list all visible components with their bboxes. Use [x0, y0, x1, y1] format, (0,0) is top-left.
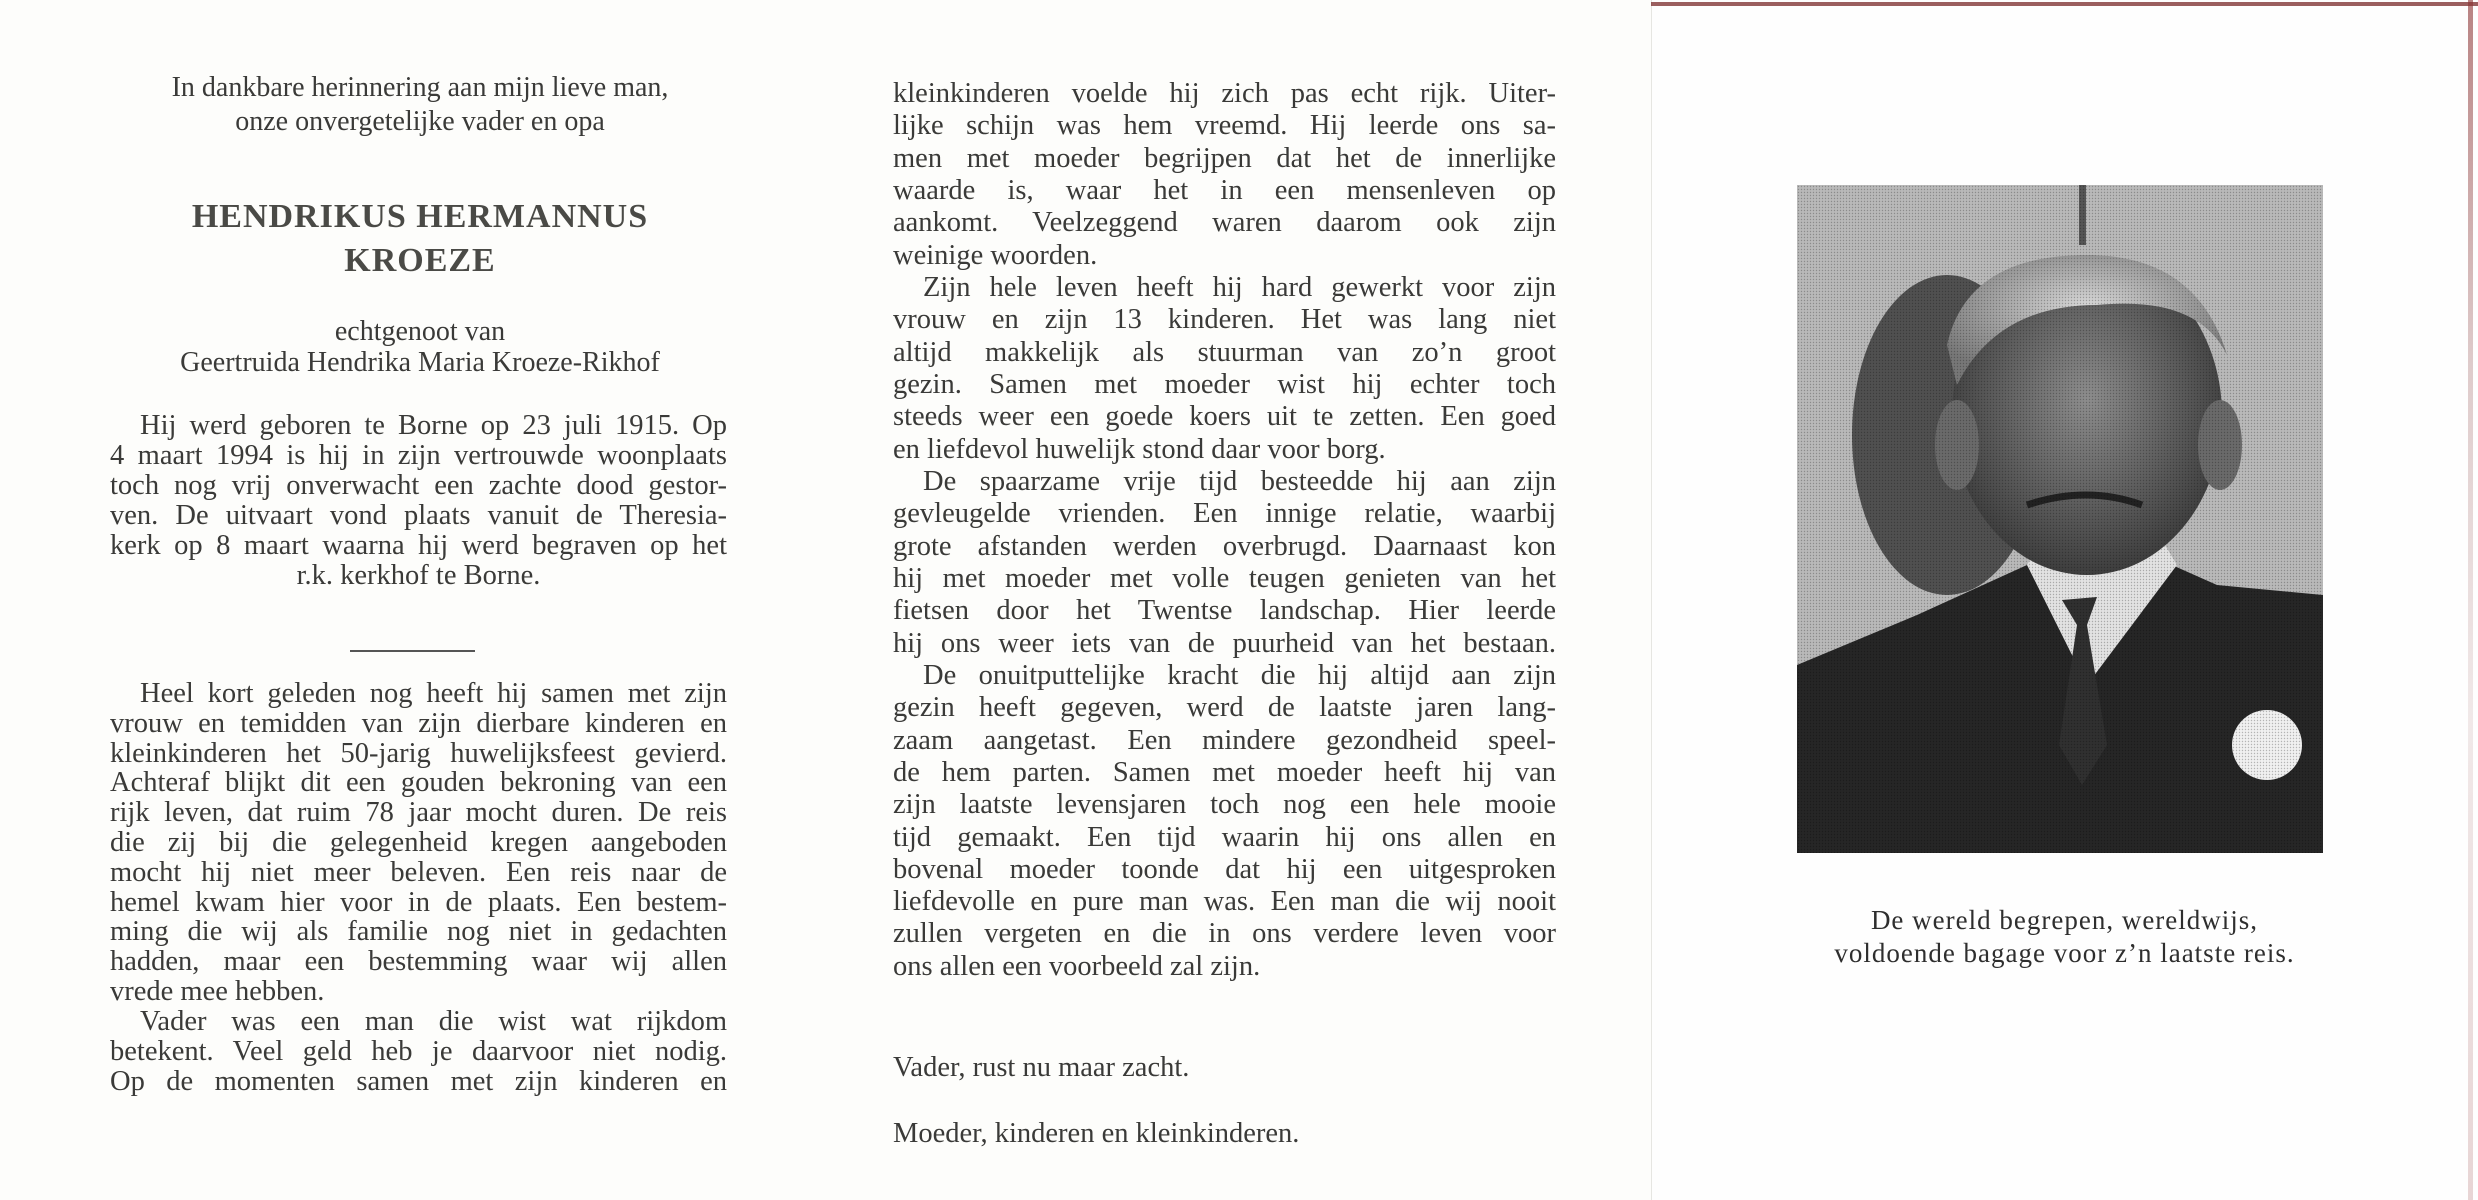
card-edge-top — [1651, 2, 2478, 6]
text-line: kleinkinderen voelde hij zich pas echt rijk. Uiter- — [893, 78, 1556, 109]
deceased-name-line-2: KROEZE — [344, 242, 496, 279]
text-line: hemel kwam hier voor in de plaats. Een bestem- — [110, 886, 727, 918]
text-line: r.k. kerkhof te Borne. — [296, 560, 541, 591]
text-line: gezin heeft gegeven, werd de laatste jaren lang- — [893, 692, 1556, 724]
text-line: Hij werd geboren te Borne op 23 juli 1915. Op — [140, 410, 727, 441]
text-line: men met moeder begrijpen dat het de innerlijke — [893, 142, 1556, 174]
text-line: ven. De uitvaart vond plaats vanuit de Theresia- — [110, 500, 727, 531]
left-panel — [0, 0, 840, 1200]
spouse-label: echtgenoot van — [334, 316, 506, 347]
spouse-name: Geertruida Hendrika Maria Kroeze-Rikhof — [180, 347, 660, 378]
portrait-photo — [1797, 185, 2323, 853]
divider — [350, 650, 475, 652]
caption-line-2: voldoende bagage voor z’n laatste reis. — [1834, 938, 2295, 968]
text-line: de hem parten. Samen met moeder heeft hij van — [893, 756, 1556, 788]
text-line: hij ons weer iets van de puurheid van het bestaan. — [893, 627, 1556, 659]
card-edge-right — [2468, 0, 2473, 1200]
text-line: betekent. Veel geld heb je daarvoor niet nodig. — [110, 1035, 727, 1067]
text-line: vrede mee hebben. — [110, 976, 325, 1007]
text-line: gezin. Samen met moeder wist hij echter toch — [893, 368, 1556, 400]
signature-line: Moeder, kinderen en kleinkinderen. — [893, 1118, 1300, 1149]
text-line: vrouw en zijn 13 kinderen. Het was lang niet — [893, 304, 1556, 336]
text-line: Vader was een man die wist wat rijkdom — [140, 1006, 727, 1037]
text-line: Op de momenten samen met zijn kinderen en — [110, 1065, 727, 1097]
text-line: altijd makkelijk als stuurman van zo’n groot — [893, 336, 1556, 368]
text-line: rijk leven, dat ruim 78 jaar mocht duren. De reis — [110, 797, 727, 829]
text-line: die zij bij die gelegenheid kregen aangeboden — [110, 827, 727, 858]
text-line: De spaarzame vrije tijd besteedde hij aan zijn — [923, 466, 1556, 497]
text-line: tijd gemaakt. Een tijd waarin hij ons allen en — [893, 821, 1556, 853]
text-line: toch nog vrij onverwacht een zachte dood gestor- — [110, 470, 727, 501]
text-line: fietsen door het Twentse landschap. Hier leerde — [893, 595, 1556, 627]
text-line: ons allen een voorbeeld zal zijn. — [893, 950, 1261, 982]
text-line: zijn laatste levensjaren toch nog een hele mooie — [893, 789, 1556, 821]
caption-line-1: De wereld begrepen, wereldwijs, — [1870, 905, 2259, 935]
deceased-name-line-1: HENDRIKUS HERMANNUS — [191, 198, 649, 235]
text-line: Heel kort geleden nog heeft hij samen met zijn — [140, 678, 727, 709]
text-line: De onuitputtelijke kracht die hij altijd aan zijn — [923, 660, 1556, 691]
text-line: bovenal moeder toonde dat hij een uitgesproken — [893, 853, 1556, 885]
text-line: aankomt. Veelzeggend waren daarom ook zijn — [893, 207, 1556, 239]
text-line: vrouw en temidden van zijn dierbare kinderen en — [110, 707, 727, 739]
text-line: kerk op 8 maart waarna hij werd begraven op het — [110, 530, 727, 561]
text-line: grote afstanden werden overbrugd. Daarnaast kon — [893, 530, 1556, 562]
text-line: hadden, maar een bestemming waar wij allen — [110, 946, 727, 978]
text-line: kleinkinderen het 50-jarig huwelijksfeest gevierd. — [110, 737, 727, 769]
text-line: mocht hij niet meer beleven. Een reis naar de — [110, 856, 727, 888]
text-line: 4 maart 1994 is hij in zijn vertrouwde woonplaats — [110, 440, 727, 471]
text-line: waarde is, waar het in een mensenleven op — [893, 174, 1556, 206]
dedication-line-1: In dankbare herinnering aan mijn lieve man, — [171, 72, 669, 103]
text-line: ming die wij als familie nog niet in gedachten — [110, 916, 727, 948]
farewell-line: Vader, rust nu maar zacht. — [893, 1052, 1190, 1083]
text-line: lijke schijn was hem vreemd. Hij leerde ons sa- — [893, 110, 1556, 142]
text-line: Achteraf blijkt dit een gouden bekroning van een — [110, 767, 727, 799]
text-line: steeds weer een goede koers uit te zetten. Een goed — [893, 401, 1556, 433]
text-line: zullen vergeten en die in ons verdere leven voor — [893, 918, 1556, 950]
text-line: zaam aangetast. Een mindere gezondheid speel- — [893, 724, 1556, 756]
text-line: weinige woorden. — [893, 239, 1098, 271]
text-line: en liefdevol huwelijk stond daar voor borg. — [893, 433, 1386, 465]
middle-panel — [840, 0, 1651, 1200]
text-line: Zijn hele leven heeft hij hard gewerkt voor zijn — [923, 272, 1556, 303]
text-line: gevleugelde vrienden. Een innige relatie, waarbij — [893, 498, 1556, 530]
text-line: liefdevolle en pure man was. Een man die wij nooit — [893, 886, 1556, 918]
dedication-line-2: onze onvergetelijke vader en opa — [235, 106, 605, 137]
text-line: hij met moeder met volle teugen genieten van het — [893, 562, 1556, 594]
